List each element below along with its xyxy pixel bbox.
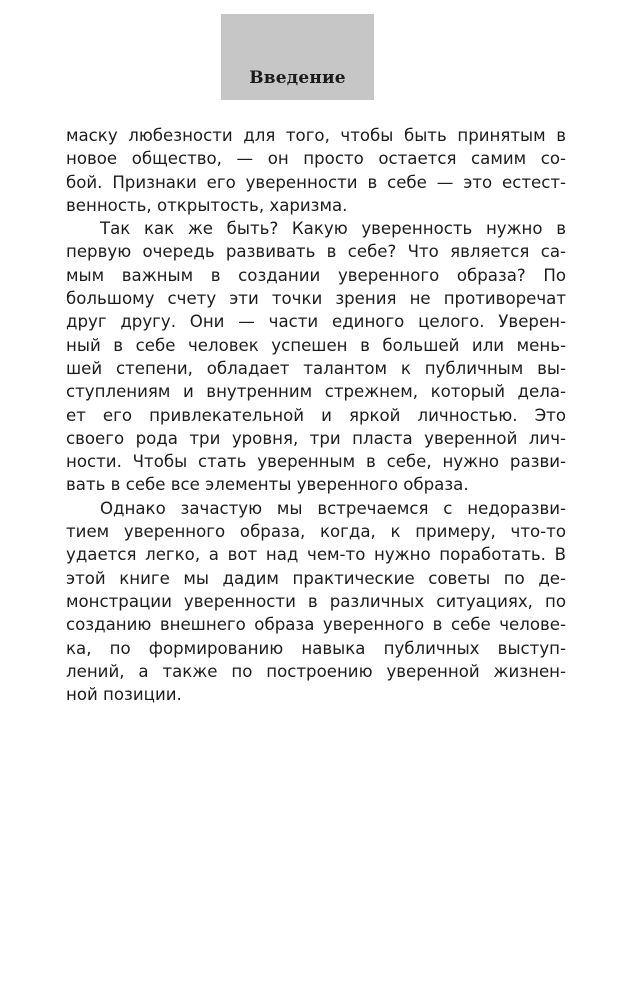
paragraph-2 bbox=[66, 217, 566, 497]
text-line: друг другу. Они — части единого целого. Уверен- bbox=[66, 312, 566, 332]
text-line: лений, а также по построению уверенной жизнен- bbox=[66, 661, 566, 681]
text-line: ности. Чтобы стать уверенным в себе, нужно разви- bbox=[66, 452, 566, 472]
text-line: венность, открытость, харизма. bbox=[66, 195, 348, 215]
text-line: этой книге мы дадим практические советы по де- bbox=[66, 568, 566, 588]
text-line: удается легко, а вот над чем-то нужно поработать. В bbox=[66, 545, 566, 565]
text-line: большому счету эти точки зрения не противоречат bbox=[66, 289, 566, 309]
paragraph-3 bbox=[66, 497, 566, 707]
chapter-title: Введение bbox=[249, 68, 346, 88]
text-line: ка, по формированию навыка публичных выступ- bbox=[66, 638, 566, 658]
text-line: вать в себе все элементы уверенного образа. bbox=[66, 475, 469, 495]
text-line: бой. Признаки его уверенности в себе — это естест- bbox=[66, 172, 566, 192]
chapter-header-box bbox=[221, 14, 374, 100]
paragraph-1 bbox=[66, 124, 566, 217]
body-text bbox=[66, 124, 566, 706]
text-line: новое общество, — он просто остается самим со- bbox=[66, 149, 566, 169]
text-line: ступлениям и внутренним стрежнем, который дела- bbox=[66, 382, 566, 402]
text-line: Однако зачастую мы встречаемся с недоразви- bbox=[100, 498, 566, 518]
text-line: тием уверенного образа, когда, к примеру, что-то bbox=[66, 522, 566, 542]
text-line: своего рода три уровня, три пласта уверенной лич- bbox=[66, 428, 566, 448]
text-line: созданию внешнего образа уверенного в себе челове- bbox=[66, 615, 566, 635]
text-line: мым важным в создании уверенного образа? По bbox=[66, 265, 566, 285]
text-line: маску любезности для того, чтобы быть принятым в bbox=[66, 126, 566, 145]
text-line: первую очередь развивать в себе? Что является са- bbox=[66, 242, 566, 262]
text-line: ной позиции. bbox=[66, 685, 182, 705]
text-line: монстрации уверенности в различных ситуациях, по bbox=[66, 591, 566, 611]
text-line: ет его привлекательной и яркой личностью. Это bbox=[66, 405, 566, 425]
text-line: шей степени, обладает талантом к публичным вы- bbox=[66, 358, 566, 378]
text-line: ный в себе человек успешен в большей или мень- bbox=[66, 335, 566, 355]
text-line: Так как же быть? Какую уверенность нужно в bbox=[100, 219, 566, 239]
